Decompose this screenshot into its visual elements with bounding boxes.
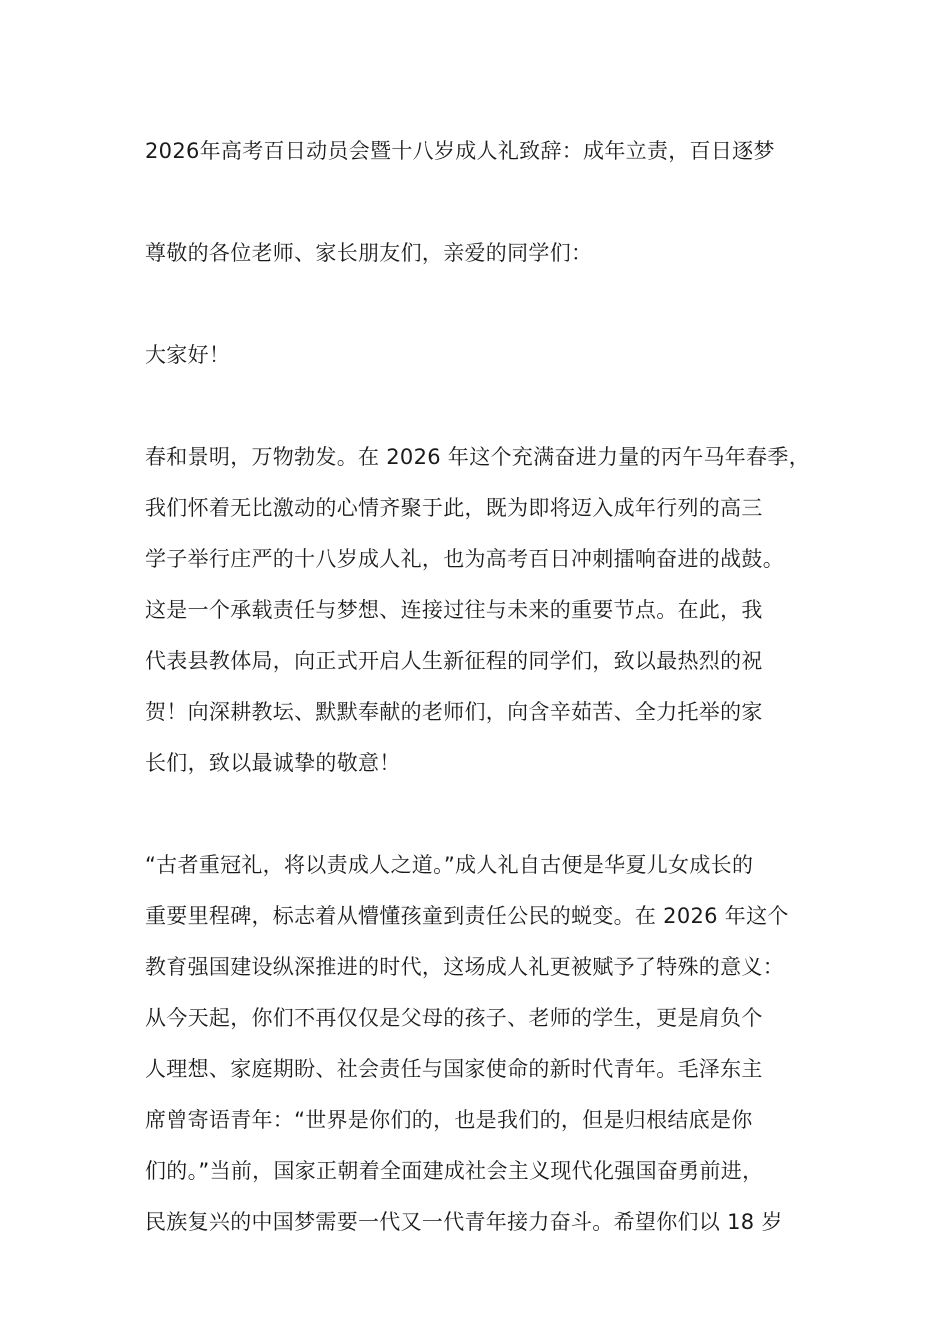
document-title: 2026年高考百日动员会暨十八岁成人礼致辞：成年立责，百日逐梦 [145, 139, 775, 163]
blank-line [145, 279, 835, 330]
paragraph-line: 从今天起，你们不再仅仅是父母的孩子、老师的学生，更是肩负个 [145, 1006, 763, 1030]
blank-line [145, 789, 835, 840]
blank-line [145, 177, 835, 228]
paragraph-line: 教育强国建设纵深推进的时代，这场成人礼更被赋予了特殊的意义： [145, 955, 784, 979]
paragraph-line: 贺！向深耕教坛、默默奉献的老师们，向含辛茹苦、全力托举的家 [145, 700, 763, 724]
paragraph-line: 学子举行庄严的十八岁成人礼，也为高考百日冲刺擂响奋进的战鼓。 [145, 547, 784, 571]
salutation: 尊敬的各位老师、家长朋友们，亲爱的同学们： [145, 241, 593, 265]
paragraph-line: 人理想、家庭期盼、社会责任与国家使命的新时代青年。毛泽东主 [145, 1057, 763, 1081]
paragraph-line: 长们，致以最诚挚的敬意！ [145, 751, 401, 775]
paragraph-opening [145, 432, 835, 789]
paragraph-line: 民族复兴的中国梦需要一代又一代青年接力奋斗。希望你们以 18 岁 [145, 1210, 783, 1234]
paragraph-line: 重要里程碑，标志着从懵懂孩童到责任公民的蜕变。在 2026 年这个 [145, 904, 789, 928]
paragraph-line: 春和景明，万物勃发。在 2026 年这个充满奋进力量的丙午马年春季， [145, 445, 810, 469]
paragraph-coming-of-age [145, 840, 835, 1248]
document-body [145, 126, 835, 1248]
blank-line [145, 381, 835, 432]
paragraph-line: 我们怀着无比激动的心情齐聚于此，既为即将迈入成年行列的高三 [145, 496, 763, 520]
paragraph-line: 席曾寄语青年：“世界是你们的，也是我们的，但是归根结底是你 [145, 1108, 753, 1132]
paragraph-line: 这是一个承载责任与梦想、连接过往与未来的重要节点。在此，我 [145, 598, 763, 622]
paragraph-line: “古者重冠礼，将以责成人之道。”成人礼自古便是华夏儿女成长的 [145, 853, 754, 877]
paragraph-line: 们的。”当前，国家正朝着全面建成社会主义现代化强国奋勇前进， [145, 1159, 764, 1183]
greeting: 大家好！ [145, 343, 231, 367]
paragraph-line: 代表县教体局，向正式开启人生新征程的同学们，致以最热烈的祝 [145, 649, 763, 673]
